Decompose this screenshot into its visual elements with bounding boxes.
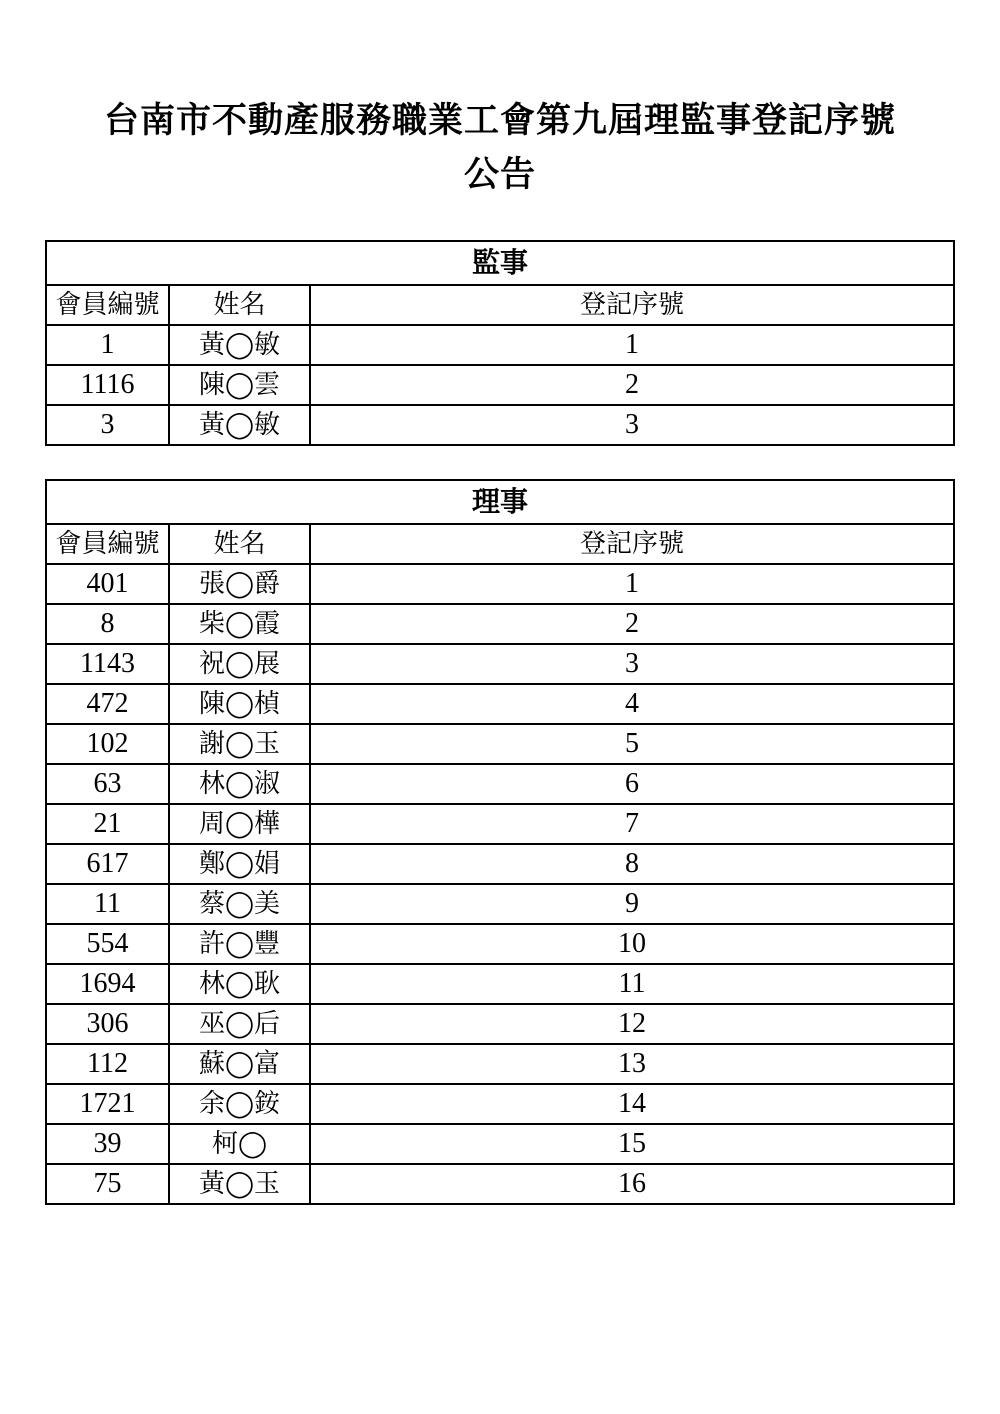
name-cell: 柯◯ <box>169 1124 310 1164</box>
member-no-cell: 112 <box>46 1044 169 1084</box>
section-header-row <box>46 480 954 524</box>
reg-no-cell: 8 <box>310 844 954 884</box>
reg-no-cell: 5 <box>310 724 954 764</box>
header-reg-no: 登記序號 <box>310 524 954 564</box>
member-no-cell: 617 <box>46 844 169 884</box>
member-no-cell: 21 <box>46 804 169 844</box>
reg-no-cell: 10 <box>310 924 954 964</box>
name-cell: 黃◯敏 <box>169 325 310 365</box>
column-header-row <box>46 285 954 325</box>
table-row <box>46 924 954 964</box>
name-cell: 黃◯玉 <box>169 1164 310 1204</box>
reg-no-cell: 12 <box>310 1004 954 1044</box>
name-cell: 黃◯敏 <box>169 405 310 445</box>
reg-no-cell: 9 <box>310 884 954 924</box>
name-cell: 柴◯霞 <box>169 604 310 644</box>
table-row <box>46 1084 954 1124</box>
table-body <box>46 564 954 1204</box>
member-no-cell: 11 <box>46 884 169 924</box>
reg-no-cell: 16 <box>310 1164 954 1204</box>
name-cell: 巫◯后 <box>169 1004 310 1044</box>
member-no-cell: 63 <box>46 764 169 804</box>
supervisors-table <box>45 240 955 446</box>
reg-no-cell: 3 <box>310 644 954 684</box>
directors-table <box>45 479 955 1205</box>
table-row <box>46 724 954 764</box>
name-cell: 林◯淑 <box>169 764 310 804</box>
table-row <box>46 844 954 884</box>
member-no-cell: 75 <box>46 1164 169 1204</box>
member-no-cell: 401 <box>46 564 169 604</box>
name-cell: 蔡◯美 <box>169 884 310 924</box>
table-row <box>46 884 954 924</box>
table-row <box>46 964 954 1004</box>
table-row <box>46 804 954 844</box>
table-row <box>46 365 954 405</box>
section-header-row <box>46 241 954 285</box>
member-no-cell: 472 <box>46 684 169 724</box>
header-name: 姓名 <box>169 285 310 325</box>
table-row <box>46 325 954 365</box>
column-header-row <box>46 524 954 564</box>
table-row <box>46 764 954 804</box>
reg-no-cell: 1 <box>310 325 954 365</box>
header-name: 姓名 <box>169 524 310 564</box>
member-no-cell: 1143 <box>46 644 169 684</box>
member-no-cell: 1694 <box>46 964 169 1004</box>
name-cell: 陳◯雲 <box>169 365 310 405</box>
reg-no-cell: 3 <box>310 405 954 445</box>
name-cell: 陳◯楨 <box>169 684 310 724</box>
reg-no-cell: 1 <box>310 564 954 604</box>
member-no-cell: 1116 <box>46 365 169 405</box>
reg-no-cell: 11 <box>310 964 954 1004</box>
header-member-no: 會員編號 <box>46 524 169 564</box>
member-no-cell: 554 <box>46 924 169 964</box>
reg-no-cell: 15 <box>310 1124 954 1164</box>
reg-no-cell: 2 <box>310 365 954 405</box>
member-no-cell: 8 <box>46 604 169 644</box>
name-cell: 謝◯玉 <box>169 724 310 764</box>
document-title: 台南市不動產服務職業工會第九屆理監事登記序號 <box>103 101 896 141</box>
table-row <box>46 604 954 644</box>
reg-no-cell: 14 <box>310 1084 954 1124</box>
member-no-cell: 102 <box>46 724 169 764</box>
reg-no-cell: 2 <box>310 604 954 644</box>
header-member-no: 會員編號 <box>46 285 169 325</box>
table-row <box>46 1004 954 1044</box>
table-row <box>46 564 954 604</box>
name-cell: 鄭◯娟 <box>169 844 310 884</box>
table-row <box>46 684 954 724</box>
name-cell: 祝◯展 <box>169 644 310 684</box>
name-cell: 林◯耿 <box>169 964 310 1004</box>
name-cell: 蘇◯富 <box>169 1044 310 1084</box>
member-no-cell: 306 <box>46 1004 169 1044</box>
name-cell: 許◯豐 <box>169 924 310 964</box>
table-row <box>46 1164 954 1204</box>
table-row <box>46 1044 954 1084</box>
reg-no-cell: 13 <box>310 1044 954 1084</box>
reg-no-cell: 6 <box>310 764 954 804</box>
document-subtitle: 公告 <box>463 155 536 195</box>
table-row <box>46 1124 954 1164</box>
name-cell: 張◯爵 <box>169 564 310 604</box>
section-title: 監事 <box>46 241 954 285</box>
reg-no-cell: 7 <box>310 804 954 844</box>
member-no-cell: 3 <box>46 405 169 445</box>
table-row <box>46 405 954 445</box>
name-cell: 周◯樺 <box>169 804 310 844</box>
table-body <box>46 325 954 445</box>
member-no-cell: 1 <box>46 325 169 365</box>
member-no-cell: 1721 <box>46 1084 169 1124</box>
reg-no-cell: 4 <box>310 684 954 724</box>
name-cell: 余◯銨 <box>169 1084 310 1124</box>
section-title: 理事 <box>46 480 954 524</box>
member-no-cell: 39 <box>46 1124 169 1164</box>
header-reg-no: 登記序號 <box>310 285 954 325</box>
table-row <box>46 644 954 684</box>
